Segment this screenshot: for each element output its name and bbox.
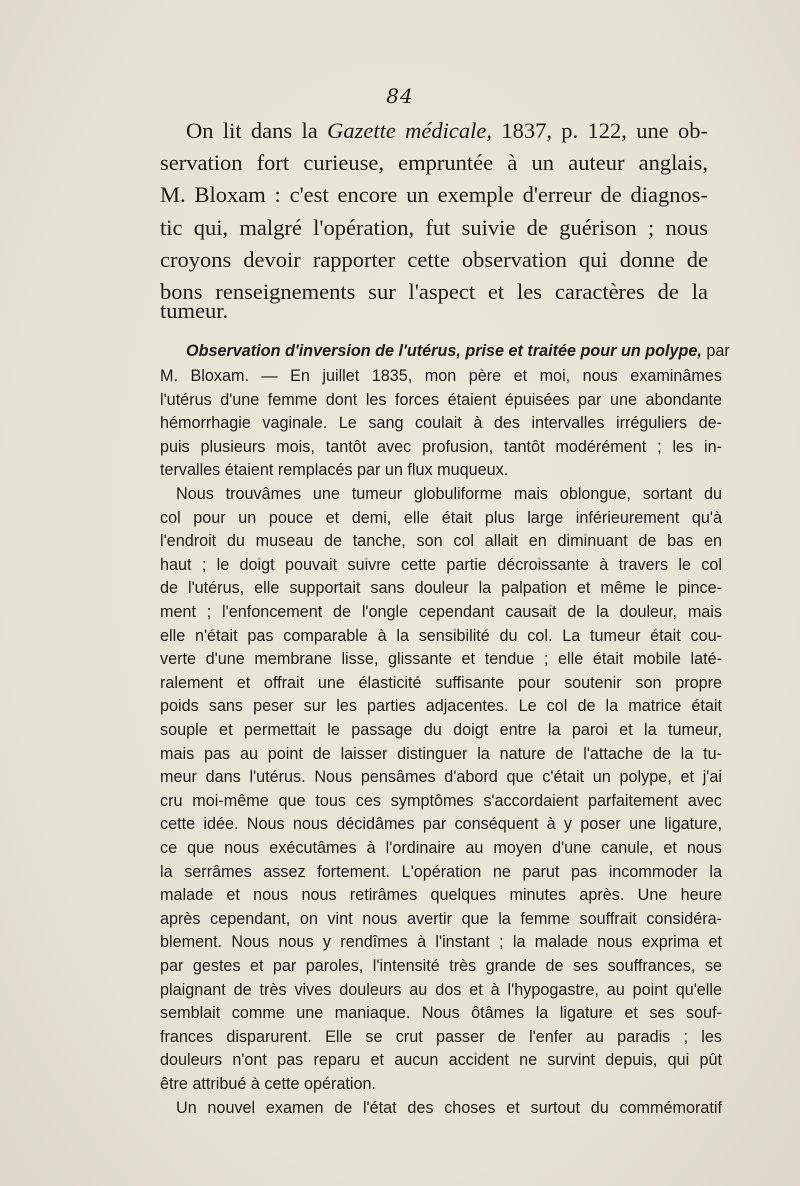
observation-line: meur dans l'utérus. Nous pensâmes d'abord que c'était un polype, et j'ai <box>160 768 722 787</box>
observation-line: verte d'une membrane lisse, glissante et tendue ; elle était mobile laté- <box>160 650 722 669</box>
intro-line: bons renseignements sur l'aspect et les caractères de la <box>160 279 708 304</box>
observation-heading-line <box>186 340 730 362</box>
intro-line: tumeur. <box>160 298 229 323</box>
observation-line: frances disparurent. Elle se crut passer de l'enfer au paradis ; les <box>160 1027 722 1046</box>
observation-line: M. Bloxam. — En juillet 1835, mon père et moi, nous examinâmes <box>160 367 722 385</box>
observation-line: ralement et offrait une élasticité suffisante pour soutenir son propre <box>160 673 722 692</box>
observation-line: par gestes et par paroles, l'intensité très grande de ses souffrances, se <box>160 957 722 975</box>
page-number: 84 <box>386 84 414 108</box>
observation-heading: Observation d'inversion de l'utérus, prise et traitée pour un polype, <box>186 342 702 360</box>
intro-line: servation fort curieuse, empruntée à un auteur anglais, <box>160 150 708 175</box>
observation-line: souple et permettait le passage du doigt entre la paroi et la tumeur, <box>160 721 722 739</box>
observation-line: plaignant de très vives douleurs au dos et à l'hypogastre, au point qu'elle <box>160 980 722 999</box>
observation-line: tervalles étaient remplacés par un flux muqueux. <box>160 461 509 480</box>
observation-line: hémorrhagie vaginale. Le sang coulait à des intervalles irréguliers de- <box>160 414 722 433</box>
observation-line: malade et nous nous retirâmes quelques minutes après. Une heure <box>160 886 722 905</box>
observation-heading-tail: par <box>701 342 730 360</box>
observation-line: l'utérus d'une femme dont les forces étaient épuisées par une abondante <box>160 390 722 409</box>
observation-line: poids sans peser sur les parties adjacentes. Le col de la matrice était <box>160 697 722 716</box>
observation-line: cru moi-même que tous ces symptômes s'accordaient parfaitement avec <box>160 791 722 810</box>
observation-line: après cependant, on vint nous avertir que la femme souffrait considéra- <box>160 909 722 928</box>
observation-line: Un nouvel examen de l'état des choses et surtout du commémoratif <box>176 1098 722 1117</box>
observation-line: mais pas au point de laisser distinguer la nature de l'attache de la tu- <box>160 744 722 763</box>
observation-line: douleurs n'ont pas reparu et aucun accident ne survint depuis, qui pût <box>160 1051 722 1070</box>
intro-line: croyons devoir rapporter cette observation qui donne de <box>160 247 708 272</box>
observation-line: ce que nous exécutâmes à l'ordinaire au moyen d'une canule, et nous <box>160 839 722 857</box>
observation-line: la serrâmes assez fortement. L'opération ne parut pas incommoder la <box>160 862 722 881</box>
intro-line <box>186 116 708 146</box>
observation-line: puis plusieurs mois, tantôt avec profusion, tantôt modérément ; les in- <box>160 437 722 456</box>
observation-line: de l'utérus, elle supportait sans douleur la palpation et même le pince- <box>160 579 722 598</box>
observation-line: l'endroit du museau de tanche, son col allait en diminuant de bas en <box>160 532 722 551</box>
observation-line: être attribué à cette opération. <box>160 1075 376 1093</box>
intro-line: tic qui, malgré l'opération, fut suivie de guérison ; nous <box>160 215 708 240</box>
intro-line: M. Bloxam : c'est encore un exemple d'erreur de diagnos- <box>160 182 708 207</box>
observation-line: elle n'était pas comparable à la sensibilité du col. La tumeur était cou- <box>160 626 722 645</box>
journal-title: Gazette médicale, <box>327 118 492 143</box>
observation-line: ment ; l'enfoncement de l'ongle cependant causait de la douleur, mais <box>160 603 722 621</box>
observation-line: cette idée. Nous nous décidâmes par conséquent à y poser une ligature, <box>160 815 722 834</box>
observation-line: haut ; le doigt pouvait suivre cette partie décroissante à travers le col <box>160 555 722 574</box>
observation-line: col pour un pouce et demi, elle était plus large inférieurement qu'à <box>160 508 722 527</box>
intro-text: 1837, p. 122, une ob- <box>491 118 709 143</box>
observation-line: semblait comme une maniaque. Nous ôtâmes la ligature et ses souf- <box>160 1004 722 1023</box>
observation-line: blement. Nous nous y rendîmes à l'instant ; la malade nous exprima et <box>160 933 722 952</box>
intro-text: On lit dans la <box>186 118 328 143</box>
observation-line: Nous trouvâmes une tumeur globuliforme mais oblongue, sortant du <box>176 485 722 503</box>
